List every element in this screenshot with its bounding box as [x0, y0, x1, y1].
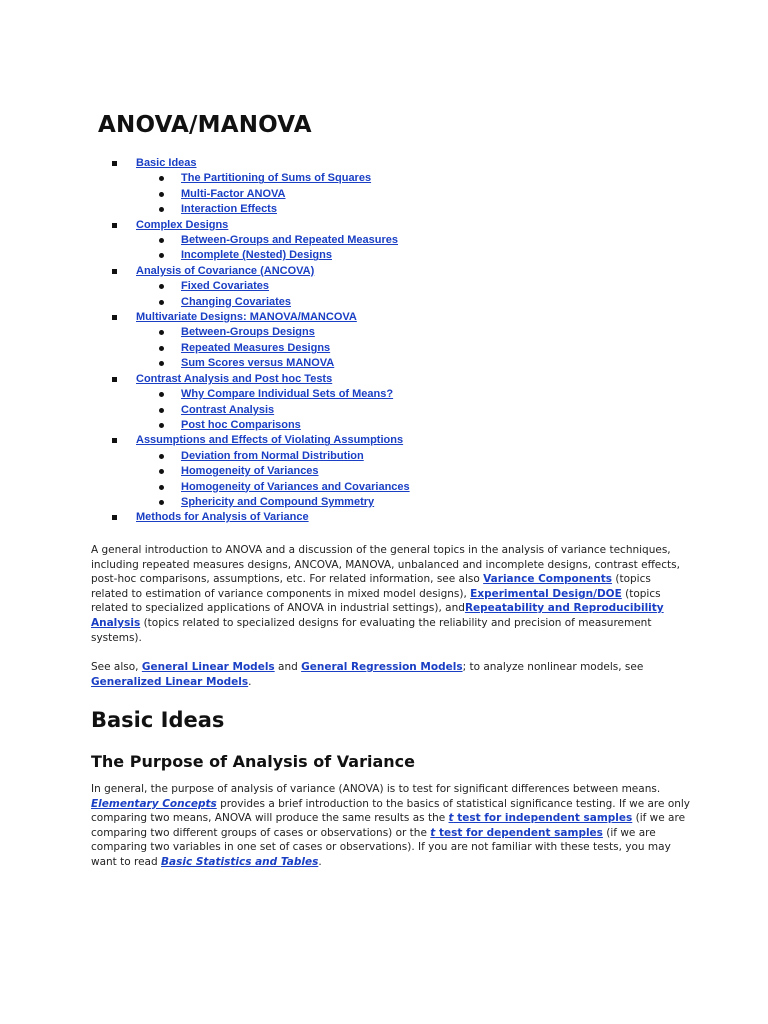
- toc-link[interactable]: Contrast Analysis: [181, 403, 275, 416]
- intro-text: (topics related to specialized applications of ANOVA in industrial settings), and: [91, 587, 661, 615]
- toc-link[interactable]: Repeated Measures Designs: [181, 341, 331, 354]
- see-also-text: .: [248, 675, 252, 688]
- round-bullet-icon: [159, 408, 164, 413]
- toc-link[interactable]: Interaction Effects: [181, 203, 277, 216]
- toc-subsection-item: [0, 325, 410, 340]
- toc-link[interactable]: Incomplete (Nested) Designs: [181, 249, 332, 262]
- toc-link[interactable]: Homogeneity of Variances: [181, 465, 319, 478]
- toc-link[interactable]: Changing Covariates: [181, 295, 292, 308]
- experimental-design-link[interactable]: Experimental Design/DOE: [470, 587, 622, 600]
- general-linear-models-link[interactable]: General Linear Models: [141, 661, 275, 673]
- square-bullet-icon: [112, 315, 117, 320]
- purpose-text: In general, the purpose of analysis of variance (ANOVA) is to test for significant differences between means.: [91, 783, 661, 795]
- round-bullet-icon: [159, 176, 164, 181]
- t-test-dependent-link[interactable]: [430, 827, 603, 839]
- toc-link[interactable]: Fixed Covariates: [181, 280, 270, 293]
- see-also-text: ; to analyze nonlinear models, see: [462, 661, 644, 673]
- toc-section-item: [0, 264, 410, 279]
- toc-subsection-item: [0, 464, 410, 479]
- toc-section-item: [0, 218, 410, 233]
- toc-subsection-item: [0, 202, 410, 217]
- toc-link[interactable]: Basic Ideas: [136, 157, 197, 169]
- square-bullet-icon: [112, 161, 117, 166]
- toc-subsection-item: [0, 449, 410, 464]
- link-text: test for independent samples: [453, 812, 633, 825]
- toc-subsection-item: [0, 341, 410, 356]
- toc-link[interactable]: Between-Groups Designs: [181, 326, 315, 339]
- section-subheading: The Purpose of Analysis of Variance: [91, 752, 415, 771]
- square-bullet-icon: [112, 269, 117, 274]
- toc-subsection-item: [0, 356, 410, 371]
- round-bullet-icon: [159, 300, 164, 305]
- round-bullet-icon: [159, 485, 164, 490]
- toc-link[interactable]: Between-Groups and Repeated Measures: [181, 234, 399, 247]
- repeatability-analysis-link[interactable]: Repeatability and Reproducibility Analysis: [91, 602, 664, 629]
- intro-text: A general introduction to ANOVA and a discussion of the general topics in the analysis of variance techniques, including repeated measures designs, ANCOVA, MANOVA, unbalanced and incomplete designs, contrast effects, post-hoc comparisons, assumptions, etc. For related information, see also: [91, 544, 680, 586]
- toc-subsection-item: [0, 248, 410, 263]
- purpose-text: (if we are comparing two variables in one set of cases or observations). If you are not familiar with these tests, you may want to read: [91, 826, 671, 868]
- toc-subsection-item: [0, 495, 410, 510]
- basic-statistics-link[interactable]: Basic Statistics and Tables: [161, 855, 319, 868]
- intro-text: (topics related to specialized designs for evaluating the reliability and precision of measurement systems).: [91, 616, 652, 644]
- purpose-text: (if we are comparing two different groups of cases or observations) or the: [91, 812, 686, 839]
- round-bullet-icon: [159, 330, 164, 335]
- toc-link[interactable]: Contrast Analysis and Post hoc Tests: [136, 372, 333, 385]
- toc-section-item: [0, 510, 410, 525]
- t-letter: t: [430, 826, 436, 839]
- round-bullet-icon: [159, 192, 164, 197]
- toc-link[interactable]: Analysis of Covariance (ANCOVA): [136, 264, 315, 277]
- round-bullet-icon: [159, 392, 164, 397]
- square-bullet-icon: [112, 438, 117, 443]
- table-of-contents: [0, 156, 410, 526]
- toc-subsection-item: [0, 171, 410, 186]
- round-bullet-icon: [159, 253, 164, 258]
- toc-link[interactable]: Complex Designs: [136, 218, 229, 231]
- round-bullet-icon: [159, 207, 164, 212]
- round-bullet-icon: [159, 284, 164, 289]
- toc-link[interactable]: Post hoc Comparisons: [181, 418, 301, 431]
- see-also-text: See also,: [91, 661, 142, 673]
- toc-subsection-item: [0, 233, 410, 248]
- round-bullet-icon: [159, 423, 164, 428]
- toc-subsection-item: [0, 387, 410, 402]
- generalized-linear-models-link[interactable]: Generalized Linear Models: [91, 675, 249, 688]
- toc-link[interactable]: Multi-Factor ANOVA: [181, 187, 286, 200]
- link-text: test for dependent samples: [435, 826, 603, 839]
- toc-section-item: [0, 310, 410, 325]
- section-heading: Basic Ideas: [91, 708, 225, 732]
- toc-subsection-item: [0, 480, 410, 495]
- toc-subsection-item: [0, 279, 410, 294]
- toc-section-item: [0, 372, 410, 387]
- toc-link[interactable]: Homogeneity of Variances and Covariances: [181, 480, 410, 493]
- square-bullet-icon: [112, 515, 117, 520]
- square-bullet-icon: [112, 377, 117, 382]
- intro-text: (topics related to estimation of variance components in mixed model designs),: [91, 573, 651, 600]
- purpose-text: .: [318, 855, 322, 868]
- square-bullet-icon: [112, 223, 117, 228]
- toc-link[interactable]: Sum Scores versus MANOVA: [181, 357, 335, 370]
- t-letter: t: [448, 812, 454, 825]
- toc-link[interactable]: Deviation from Normal Distribution: [181, 449, 364, 462]
- toc-subsection-item: [0, 403, 410, 418]
- general-regression-models-link[interactable]: General Regression Models: [301, 661, 463, 673]
- see-also-paragraph: [91, 660, 691, 689]
- variance-components-link[interactable]: Variance Components: [483, 573, 613, 586]
- toc-link[interactable]: The Partitioning of Sums of Squares: [181, 172, 372, 185]
- round-bullet-icon: [159, 238, 164, 243]
- toc-subsection-item: [0, 418, 410, 433]
- round-bullet-icon: [159, 469, 164, 474]
- round-bullet-icon: [159, 454, 164, 459]
- see-also-text: and: [274, 661, 302, 673]
- t-test-independent-link[interactable]: [449, 812, 633, 824]
- toc-link[interactable]: Methods for Analysis of Variance: [136, 511, 309, 524]
- toc-link[interactable]: Why Compare Individual Sets of Means?: [181, 388, 394, 401]
- toc-section-item: [0, 156, 410, 171]
- toc-link[interactable]: Multivariate Designs: MANOVA/MANCOVA: [136, 311, 357, 324]
- toc-subsection-item: [0, 187, 410, 202]
- intro-paragraph: [91, 543, 691, 645]
- purpose-paragraph: [91, 782, 691, 870]
- round-bullet-icon: [159, 500, 164, 505]
- purpose-text: provides a brief introduction to the basics of statistical significance testing. If we are only comparing two means, ANOVA will produce the same results as the: [91, 797, 691, 825]
- toc-link[interactable]: Assumptions and Effects of Violating Assumptions: [136, 434, 404, 447]
- toc-subsection-item: [0, 295, 410, 310]
- elementary-concepts-link[interactable]: Elementary Concepts: [91, 797, 217, 810]
- round-bullet-icon: [159, 361, 164, 366]
- toc-section-item: [0, 433, 410, 448]
- round-bullet-icon: [159, 346, 164, 351]
- toc-link[interactable]: Sphericity and Compound Symmetry: [181, 495, 375, 508]
- document-title: ANOVA/MANOVA: [98, 112, 312, 138]
